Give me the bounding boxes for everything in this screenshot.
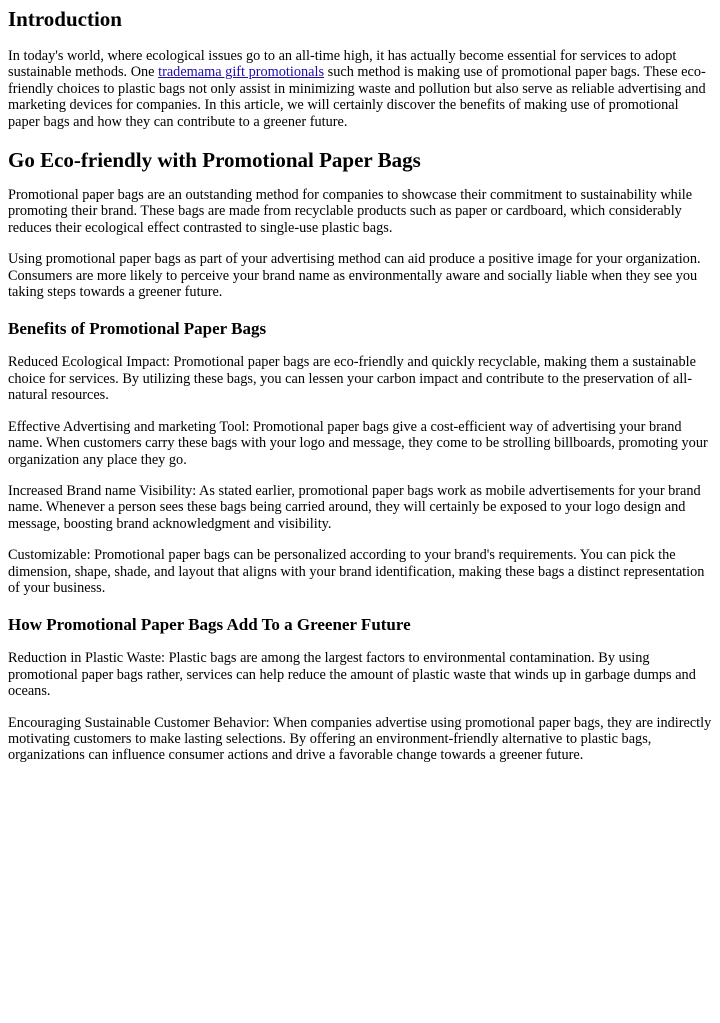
benefit-item-advertising-tool: Effective Advertising and marketing Tool: Promotional paper bags give a cost-efficient way of advertising your brand name. When customers carry these bags with your logo and message, they come to be strolling billboards, promoting your organization any place they go. xyxy=(8,418,708,468)
eco-heading: Go Eco-friendly with Promotional Paper Bags xyxy=(8,148,421,173)
intro-paragraph xyxy=(8,48,712,130)
trademama-link[interactable]: trademama gift promotionals xyxy=(158,64,325,81)
intro-text-after-link: such method is making use of promotional paper bags. These eco-friendly choices to plastic bags not only assist in minimizing waste and pollution but also serve as reliable advertising and marketing devices for companies. In this article, we will certainly discover the benefits of making use of promotional paper bags and how they can contribute to a greener future. xyxy=(8,64,706,130)
eco-paragraph-2: Using promotional paper bags as part of your advertising method can aid produce a positive image for your organization. Consumers are more likely to perceive your brand name as environmentally aware and socially liable when they see you taking steps towards a greener future. xyxy=(8,251,701,301)
benefit-item-reduced-impact: Reduced Ecological Impact: Promotional paper bags are eco-friendly and quickly recyclable, making them a sustainable choice for services. By utilizing these bags, you can lessen your carbon impact and contribute to the preservation of all-natural resources. xyxy=(8,354,696,404)
greener-item-plastic-waste: Reduction in Plastic Waste: Plastic bags are among the largest factors to environmental contamination. By using promotional paper bags rather, services can help reduce the amount of plastic waste that winds up in garbage dumps and oceans. xyxy=(8,650,696,700)
benefits-heading: Benefits of Promotional Paper Bags xyxy=(8,319,267,339)
article xyxy=(0,6,720,764)
greener-item-customer-behavior: Encouraging Sustainable Customer Behavior: When companies advertise using promotional paper bags, they are indirectly motivating customers to make lasting selections. By offering an environment-friendly alternative to plastic bags, organizations can influence consumer actions and drive a favorable change towards a greener future. xyxy=(8,714,712,764)
benefit-item-customizable: Customizable: Promotional paper bags can be personalized according to your brand's requirements. You can pick the dimension, shape, shade, and layout that aligns with your brand identification, making these bags a distinct representation of your business. xyxy=(8,547,705,596)
intro-heading: Introduction xyxy=(8,7,122,31)
eco-paragraph-1: Promotional paper bags are an outstanding method for companies to showcase their commitment to sustainability while promoting their brand. These bags are made from recyclable products such as paper or cardboard, which considerably reduces their ecological effect contrasted to single-use plastic bags. xyxy=(8,187,693,236)
intro-text-before-link: In today's world, where ecological issues go to an all-time high, it has actually become essential for services to adopt sustainable methods. One xyxy=(8,48,677,81)
benefit-item-brand-visibility: Increased Brand name Visibility: As stated earlier, promotional paper bags work as mobile advertisements for your brand name. Whenever a person sees these bags being carried around, they will certainly be exposed to your logo design and message, boosting brand acknowledgment and visibility. xyxy=(8,482,701,532)
greener-heading: How Promotional Paper Bags Add To a Greener Future xyxy=(8,615,411,635)
